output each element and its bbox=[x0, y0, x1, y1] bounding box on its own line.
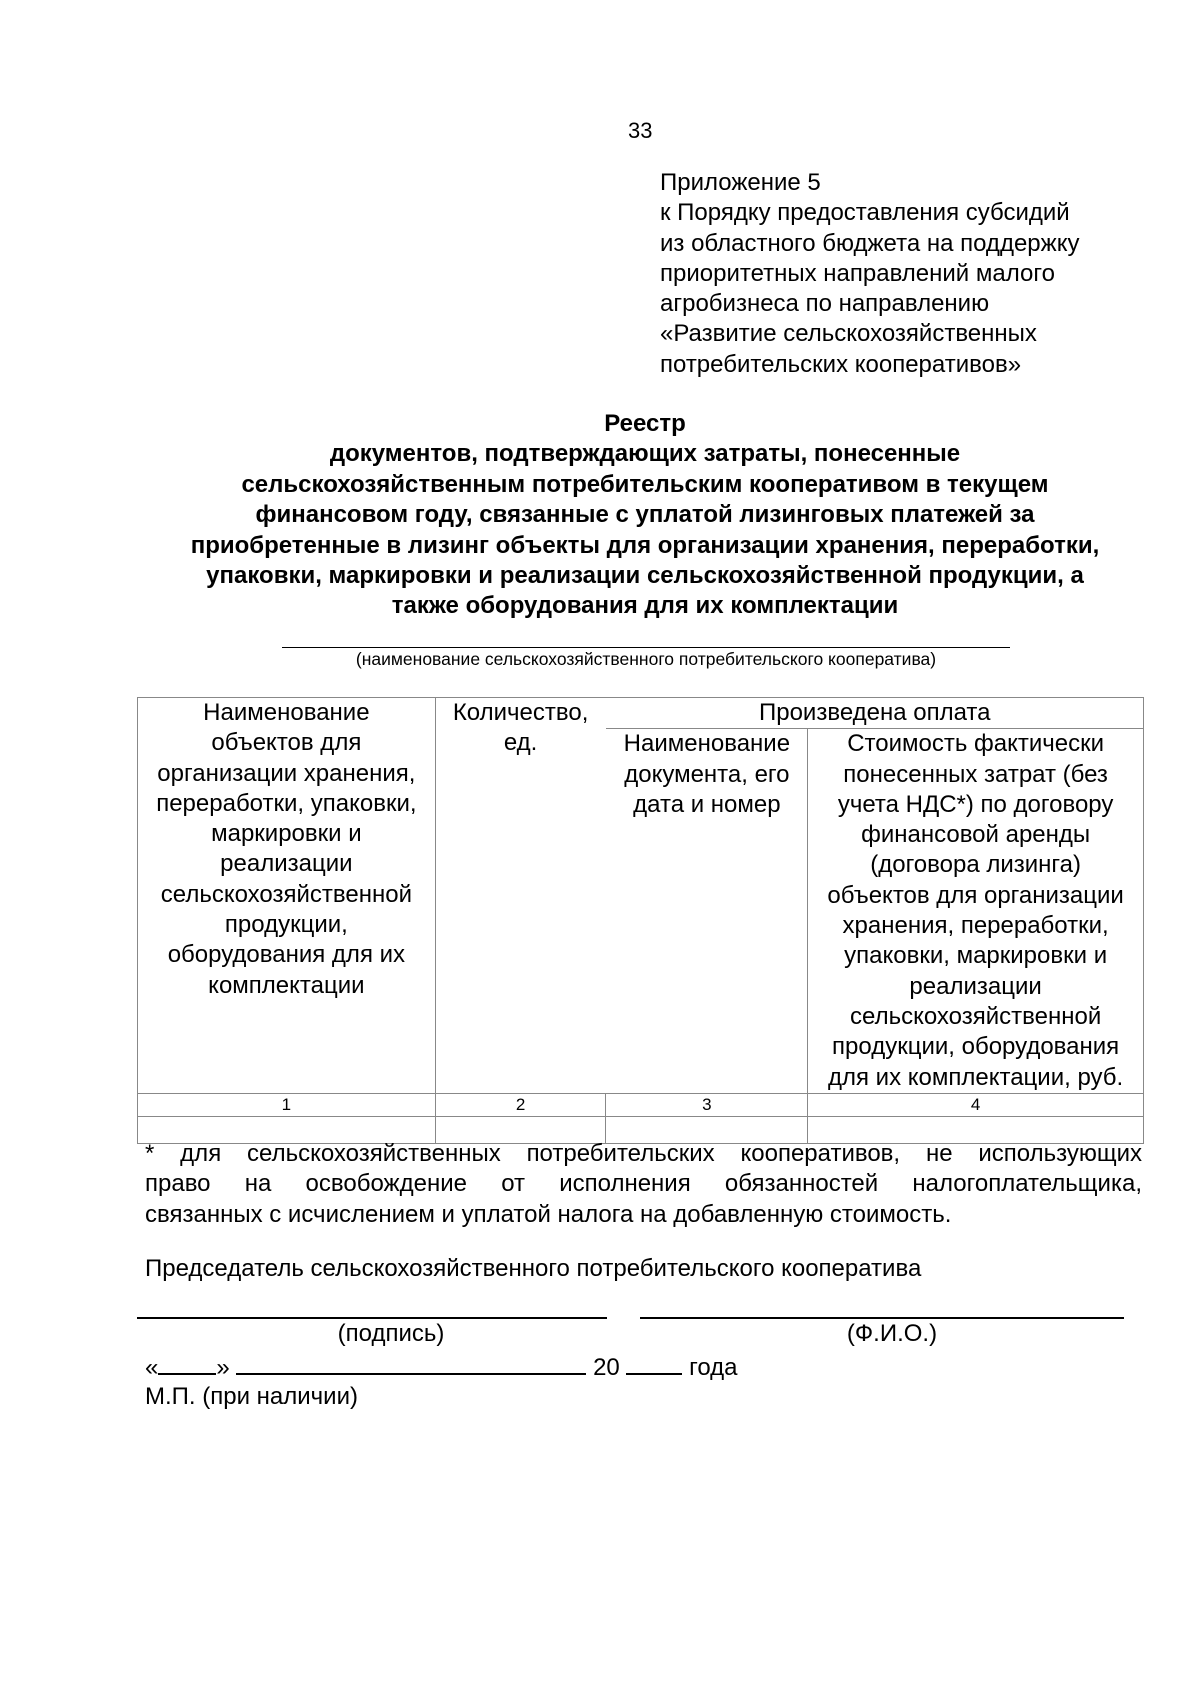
date-close-quote: » bbox=[216, 1354, 230, 1381]
cooperative-name-line[interactable] bbox=[282, 647, 1010, 648]
stamp-label: М.П. (при наличии) bbox=[145, 1383, 358, 1410]
appendix-line: из областного бюджета на поддержку bbox=[660, 229, 1080, 257]
column-number: 4 bbox=[808, 1093, 1144, 1116]
full-name-line[interactable] bbox=[640, 1317, 1124, 1319]
chairman-label: Председатель сельскохозяйственного потребительского кооператива bbox=[145, 1255, 922, 1282]
appendix-block bbox=[660, 168, 1180, 380]
header-quantity: Количество, ед. bbox=[435, 698, 606, 1094]
title-line: сельскохозяйственным потребительским кооперативом в текущем bbox=[241, 470, 1049, 498]
page-number: 33 bbox=[628, 118, 653, 143]
column-number: 2 bbox=[435, 1093, 606, 1116]
title-line: приобретенные в лизинг объекты для организации хранения, переработки, bbox=[190, 531, 1100, 559]
document-title bbox=[100, 409, 1190, 622]
date-line bbox=[145, 1351, 738, 1382]
header-cost: Стоимость фактически понесенных затрат (без учета НДС*) по договору финансовой аренды (договора лизинга) объектов для организации хранения, переработки, упаковки, маркировки и реализации сельскохозяйственной продукции, оборудования для их комплектации, руб. bbox=[808, 729, 1144, 1094]
header-payment-made: Произведена оплата bbox=[606, 698, 1144, 729]
signature-line[interactable] bbox=[137, 1317, 607, 1319]
column-number: 1 bbox=[138, 1093, 436, 1116]
title-line: Реестр bbox=[604, 410, 686, 437]
year-prefix: 20 bbox=[593, 1354, 620, 1381]
year-suffix: года bbox=[689, 1354, 738, 1381]
appendix-line: «Развитие сельскохозяйственных bbox=[660, 320, 1037, 348]
month-blank[interactable] bbox=[236, 1351, 586, 1375]
appendix-line: к Порядку предоставления субсидий bbox=[660, 199, 1070, 227]
title-line: финансовом году, связанные с уплатой лизинговых платежей за bbox=[255, 501, 1035, 529]
appendix-line: потребительских кооперативов» bbox=[660, 350, 1022, 378]
full-name-caption: (Ф.И.О.) bbox=[846, 1320, 938, 1347]
year-blank[interactable] bbox=[626, 1351, 682, 1375]
footnote bbox=[145, 1139, 1142, 1230]
title-line: упаковки, маркировки и реализации сельскохозяйственной продукции, а bbox=[206, 562, 1084, 590]
cooperative-name-caption: (наименование сельскохозяйственного потребительского кооператива) bbox=[355, 649, 937, 669]
footnote-line: связанных с исчислением и уплатой налога на добавленную стоимость. bbox=[145, 1200, 952, 1228]
registry-table bbox=[137, 697, 1144, 1144]
footnote-line: * для сельскохозяйственных потребительских кооперативов, не использующих bbox=[145, 1140, 1142, 1167]
footnote-line: право на освобождение от исполнения обязанностей налогоплательщика, bbox=[145, 1170, 1142, 1198]
appendix-line: приоритетных направлений малого bbox=[660, 259, 1055, 287]
signature-caption: (подпись) bbox=[337, 1320, 445, 1347]
appendix-line: агробизнеса по направлению bbox=[660, 290, 990, 318]
title-line: также оборудования для их комплектации bbox=[391, 592, 899, 620]
column-number: 3 bbox=[606, 1093, 808, 1116]
title-line: документов, подтверждающих затраты, понесенные bbox=[329, 440, 961, 468]
appendix-line: Приложение 5 bbox=[660, 169, 821, 196]
day-blank[interactable] bbox=[158, 1351, 216, 1375]
column-number-row bbox=[138, 1093, 1144, 1116]
date-open-quote: « bbox=[145, 1354, 159, 1381]
header-object-name: Наименование объектов для организации хранения, переработки, упаковки, маркировки и реализации сельскохозяйственной продукции, оборудования для их комплектации bbox=[138, 698, 436, 1094]
header-document: Наименование документа, его дата и номер bbox=[606, 729, 808, 1094]
